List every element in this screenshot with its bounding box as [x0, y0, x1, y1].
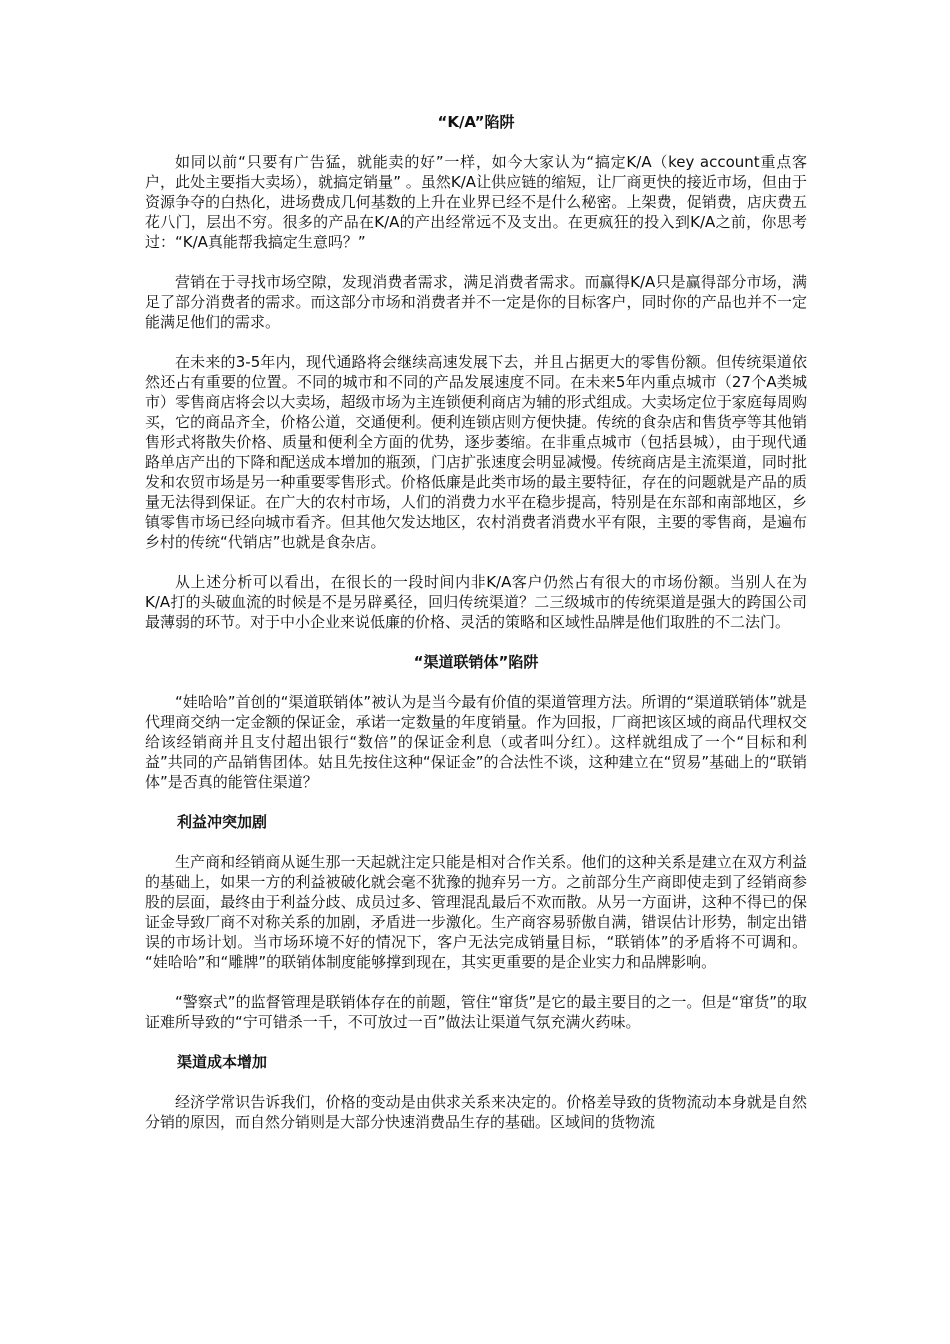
paragraph: 经济学常识告诉我们，价格的变动是由供求关系来决定的。价格差导致的货物流动本身就是自然分销的原因，而自然分销则是大部分快速消费品生存的基础。区域间的货物流	[145, 1093, 807, 1131]
subheading-conflict: 利益冲突加剧	[177, 813, 268, 831]
subheading-cost: 渠道成本增加	[177, 1053, 268, 1071]
paragraph: 从上述分析可以看出，在很长的一段时间内非K/A客户仍然占有很大的市场份额。当别人在为K/A打的头破血流的时候是不是另辟奚径，回归传统渠道？二三级城市的传统渠道是强大的跨国公司最薄弱的环节。对于中小企业来说低廉的价格、灵活的策略和区域性品牌是他们取胜的不二法门。	[145, 573, 807, 631]
paragraph: “警察式”的监督管理是联销体存在的前题，管住“窜货”是它的最主要目的之一。但是“窜货”的取证难所导致的“宁可错杀一千，不可放过一百”做法让渠道气氛充满火药味。	[145, 993, 807, 1031]
paragraph: 生产商和经销商从诞生那一天起就注定只能是相对合作关系。他们的这种关系是建立在双方利益的基础上，如果一方的利益被破化就会毫不犹豫的抛弃另一方。之前部分生产商即使走到了经销商参股的层面，最终由于利益分歧、成员过多、管理混乱最后不欢而散。从另一方面讲，这种不得已的保证金导致厂商不对称关系的加剧，矛盾进一步激化。生产商容易骄傲自满，错误估计形势，制定出错误的市场计划。当市场环境不好的情况下，客户无法完成销量目标，“联销体”的矛盾将不可调和。 “娃哈哈”和“雕牌”的联销体制度能够撑到现在，其实更重要的是企业实力和品牌影响。	[145, 853, 807, 971]
paragraph: 在未来的3-5年内，现代通路将会继续高速发展下去，并且占据更大的零售份额。但传统渠道依然还占有重要的位置。不同的城市和不同的产品发展速度不同。在未来5年内重点城市（27个A类城市）零售商店将会以大卖场，超级市场为主连锁便利商店为辅的形式组成。大卖场定位于家庭每周购买，它的商品齐全，价格公道，交通便利。便利连锁店则方便快捷。传统的食杂店和售货亭等其他销售形式将散失价格、质量和便利全方面的优势，逐步萎缩。在非重点城市（包括县城），由于现代通路单店产出的下降和配送成本增加的瓶颈，门店扩张速度会明显减慢。传统商店是主流渠道，同时批发和农贸市场是另一种重要零售形式。价格低廉是此类市场的最主要特征，存在的问题就是产品的质量无法得到保证。在广大的农村市场，人们的消费力水平在稳步提高，特别是在东部和南部地区，乡镇零售市场已经向城市看齐。但其他欠发达地区，农村消费者消费水平有限，主要的零售商，是遍布乡村的传统“代销店”也就是食杂店。	[145, 353, 807, 551]
paragraph: 营销在于寻找市场空隙，发现消费者需求，满足消费者需求。而赢得K/A只是赢得部分市场，满足了部分消费者的需求。而这部分市场和消费者并不一定是你的目标客户，同时你的产品也并不一定能满足他们的需求。	[145, 273, 807, 331]
paragraph: 如同以前“只要有广告猛，就能卖的好”一样，如今大家认为“搞定K/A（key account重点客户，此处主要指大卖场），就搞定销量” 。虽然K/A让供应链的缩短，让厂商更快的接近市场，但由于资源争夺的白热化，进场费成几何基数的上升在业界已经不是什么秘密。上架费，促销费，店庆费五花八门，层出不穷。很多的产品在K/A的产出经常远不及支出。在更疯狂的投入到K/A之前，你思考过：“K/A真能帮我搞定生意吗？”	[145, 153, 807, 251]
document-page	[145, 112, 807, 1132]
section-title-channel-alliance-trap: “渠道联销体”陷阱	[413, 653, 539, 671]
section-title-ka-trap: “K/A”陷阱	[437, 113, 515, 131]
paragraph: “娃哈哈”首创的“渠道联销体”被认为是当今最有价值的渠道管理方法。所谓的“渠道联销体”就是代理商交纳一定金额的保证金，承诺一定数量的年度销量。作为回报，厂商把该区域的商品代理权交给该经销商并且支付超出银行“数倍”的保证金利息（或者叫分红）。这样就组成了一个“目标和利益”共同的产品销售团体。姑且先按住这种“保证金”的合法性不谈，这种建立在“贸易”基础上的“联销体”是否真的能管住渠道？	[145, 693, 807, 791]
